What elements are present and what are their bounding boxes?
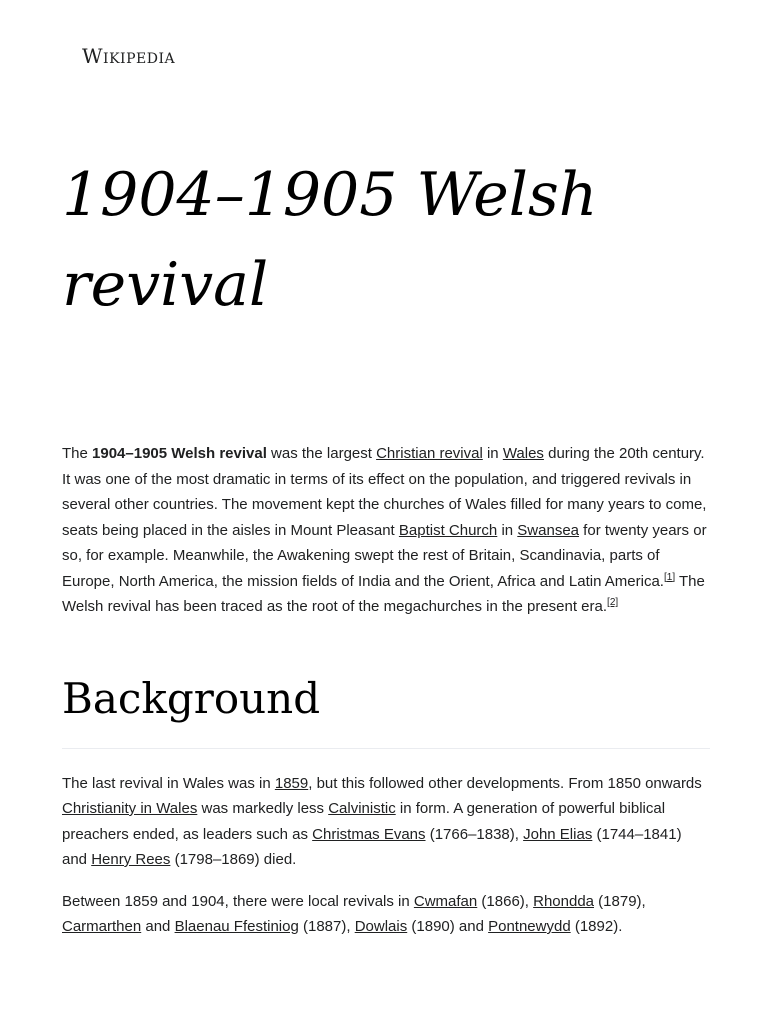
text: was markedly less	[197, 800, 329, 817]
article-content	[62, 441, 710, 940]
text: (1879),	[594, 892, 646, 910]
link-carmarthen[interactable]: Carmarthen	[62, 918, 142, 935]
link-christian-revival[interactable]: Christian revival	[376, 445, 483, 462]
link-john-elias[interactable]: John Elias	[523, 825, 593, 843]
link-christianity-in-wales[interactable]: Christianity in Wales	[62, 800, 198, 817]
text: (1890) and	[407, 918, 489, 935]
background-paragraph-2	[62, 889, 710, 940]
link-dowlais[interactable]: Dowlais	[354, 918, 408, 935]
text: (1866),	[477, 892, 534, 910]
text: The Welsh revival has been traced as the root of the megachurches in the present era.	[62, 572, 705, 615]
text: The	[62, 445, 93, 462]
section-heading-background: Background	[62, 672, 710, 749]
link-swansea[interactable]: Swansea	[517, 521, 580, 539]
text: (1766–1838),	[425, 825, 524, 843]
text: in	[482, 445, 503, 462]
reference-2[interactable]: [2]	[607, 597, 619, 608]
page-title: 1904–1905 Welsh revival	[62, 160, 598, 320]
link-pontnewydd[interactable]: Pontnewydd	[488, 918, 571, 935]
link-1859[interactable]: 1859	[274, 774, 309, 792]
link-wales[interactable]: Wales	[502, 445, 544, 462]
text: The last revival in Wales was in	[62, 774, 275, 792]
link-calvinistic[interactable]: Calvinistic	[328, 800, 396, 817]
text: in form. A generation of powerful biblical preachers ended, as leaders such as	[62, 800, 666, 843]
intro-paragraph	[62, 441, 710, 620]
link-christmas-evans[interactable]: Christmas Evans	[312, 825, 426, 843]
bold-term: 1904–1905 Welsh revival	[92, 445, 267, 462]
link-cwmafan[interactable]: Cwmafan	[413, 892, 478, 910]
link-baptist-church[interactable]: Baptist Church	[398, 521, 498, 539]
link-blaenau-ffestiniog[interactable]: Blaenau Ffestiniog	[174, 918, 299, 935]
reference-1[interactable]: [1]	[663, 571, 676, 583]
text: for twenty years or so, for example. Meanwhile, the Awakening swept the rest of Britain, Scandinavia, parts of Europe, North America, the mission fields of India and the Orient, Africa and Latin America.	[62, 521, 707, 590]
text: was the largest	[266, 445, 377, 462]
text: (1887),	[298, 918, 355, 935]
text: in	[497, 521, 518, 539]
text: during the 20th century. It was one of the most dramatic in terms of its effect on the population, and triggered revivals in several other countries. The movement kept the churches of Wales filled for many years to come, seats being placed in the aisles in Mount Pleasant	[62, 445, 707, 539]
background-paragraph-1	[62, 771, 710, 873]
text: and	[141, 918, 175, 935]
wikipedia-logo[interactable]: Wikipedia	[82, 44, 176, 68]
text: , but this followed other developments. From 1850 onwards	[308, 774, 702, 792]
link-rhondda[interactable]: Rhondda	[533, 892, 595, 910]
text: Between 1859 and 1904, there were local revivals in	[62, 892, 414, 910]
text: (1744–1841) and	[62, 825, 682, 868]
text: (1892).	[570, 918, 623, 935]
text: (1798–1869) died.	[170, 851, 297, 868]
link-henry-rees[interactable]: Henry Rees	[91, 851, 171, 868]
